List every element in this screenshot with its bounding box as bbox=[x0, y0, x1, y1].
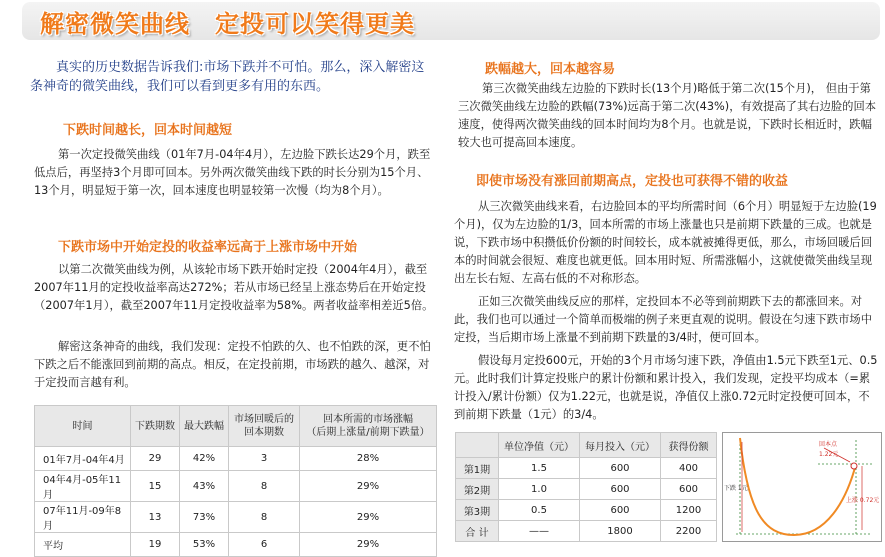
table-cell: 01年7月-04年4月 bbox=[35, 447, 131, 471]
banner bbox=[22, 2, 880, 40]
table1-header: 时间 bbox=[35, 406, 131, 447]
table-cell: 53% bbox=[180, 533, 229, 557]
table-cell: —— bbox=[499, 521, 580, 542]
right-heading-1: 跌幅越大，回本越容易 bbox=[485, 62, 616, 77]
right-paragraph-4: 假设每月定投600元，开始的3个月市场匀速下跌，净值由1.5元下跌至1元、0.5元。此时我们计算定投账户的累计份额和累计投入，我们发现，定投平均成本（=累计投入/累计份额）仅为1.22元，也就是说，净值仅上涨0.72元时定投便可回本，不到前期下跌量（1元）的3/4。 bbox=[454, 354, 878, 421]
table-cell: 29% bbox=[300, 471, 437, 502]
left-paragraph-2: 以第二次微笑曲线为例，从该轮市场下跌开始时定投（2004年4月），截至2007年11月的定投收益率高达272%；若从市场已经呈上涨态势后在开始定投（2007年1月），截至2007年11月定投收益率为58%。两者收益率相差近5倍。 bbox=[34, 263, 434, 312]
left-paragraph-3: 解密这条神奇的曲线，我们发现：定投不怕跌的久、也不怕跌的深，更不怕下跌之后不能涨回到前期的高点。相反，在定投前期，市场跌的越久、越深，对于定投而言越有利。 bbox=[34, 340, 431, 389]
right-paragraph-2: 从三次微笑曲线来看，右边脸回本的平均所需时间（6个月）明显短于左边脸(19个月)，仅为左边脸的1/3，回本所需的市场上涨量也只是前期下跌量的三成。也就是说，下跌市场中积攒低价份额的时间较长，成本就被摊得更低，那么，市场回暖后回本的时间就会很短、难度也就更低。回本用时短、所需涨幅小，这就使微笑曲线呈现出左长右短、左高右低的不对称形态。 bbox=[454, 200, 877, 285]
table-cell: 8 bbox=[229, 471, 300, 502]
rise-label: 上涨 0.72元 bbox=[846, 497, 880, 504]
example-table bbox=[455, 432, 717, 542]
table-cell: 19 bbox=[131, 533, 180, 557]
table-cell: 合 计 bbox=[456, 521, 499, 542]
table-row bbox=[456, 458, 717, 479]
table-cell: 600 bbox=[661, 479, 717, 500]
table-row bbox=[35, 447, 437, 471]
table-row bbox=[35, 502, 437, 533]
table-cell: 第2期 bbox=[456, 479, 499, 500]
left-paragraph-1: 第一次定投微笑曲线（01年7月-04年4月），左边脸下跌长达29个月，跌至低点后，再坚持3个月即可回本。另外两次微笑曲线下跌的时长分别为15个月、13个月，明显短于第一次，回本速度也明显较第一次慢（均为8个月）。 bbox=[34, 148, 431, 197]
intro-text: 真实的历史数据告诉我们:市场下跌并不可怕。那么，深入解密这条神奇的微笑曲线，我们可以看到更多有用的东西。 bbox=[30, 60, 425, 94]
right-paragraph-1: 第三次微笑曲线左边脸的下跌时长(13个月)略低于第二次(15个月)， 但由于第三次微笑曲线左边脸的跌幅(73%)远高于第二次(43%)，有效提高了其右边脸的回本速度，使得两次微笑曲线的回本时间均为8个月。也就是说，下跌时长相近时，跌幅较大也可提高回本速度。 bbox=[458, 82, 877, 149]
table-cell: 3 bbox=[229, 447, 300, 471]
table-row bbox=[456, 521, 717, 542]
table-cell: 1.5 bbox=[499, 458, 580, 479]
table-cell: 0.5 bbox=[499, 500, 580, 521]
table-cell: 07年11月-09年8月 bbox=[35, 502, 131, 533]
table1-header: 回本所需的市场涨幅 （后期上涨量/前期下跌量） bbox=[300, 406, 437, 447]
banner-title: 解密微笑曲线 定投可以笑得更美 bbox=[40, 10, 415, 38]
table-cell: 6 bbox=[229, 533, 300, 557]
table-cell: 13 bbox=[131, 502, 180, 533]
table1-header: 最大跌幅 bbox=[180, 406, 229, 447]
left-heading-1: 下跌时间越长，回本时间越短 bbox=[63, 123, 233, 138]
table-cell: 04年4月-05年11月 bbox=[35, 471, 131, 502]
table-cell: 第1期 bbox=[456, 458, 499, 479]
table-cell: 29% bbox=[300, 533, 437, 557]
table2-header: 获得份额 bbox=[661, 433, 717, 458]
break-even-point bbox=[851, 463, 857, 469]
table-cell: 29 bbox=[131, 447, 180, 471]
table-cell: 15 bbox=[131, 471, 180, 502]
table-row bbox=[456, 500, 717, 521]
table-cell: 400 bbox=[661, 458, 717, 479]
table-row bbox=[35, 471, 437, 502]
table-cell: 第3期 bbox=[456, 500, 499, 521]
table-cell: 8 bbox=[229, 502, 300, 533]
table-cell: 1200 bbox=[661, 500, 717, 521]
table-cell: 43% bbox=[180, 471, 229, 502]
table2-header: 单位净值（元） bbox=[499, 433, 580, 458]
right-heading-2: 即使市场没有涨回前期高点，定投也可获得不错的收益 bbox=[476, 174, 789, 189]
table-cell: 2200 bbox=[661, 521, 717, 542]
table2-header: 每月投入（元） bbox=[580, 433, 661, 458]
table-cell: 1800 bbox=[580, 521, 661, 542]
table-cell: 73% bbox=[180, 502, 229, 533]
table-cell: 平均 bbox=[35, 533, 131, 557]
table-cell: 1.0 bbox=[499, 479, 580, 500]
smile-curve-diagram bbox=[722, 432, 882, 542]
table-row bbox=[456, 479, 717, 500]
table-row bbox=[35, 533, 437, 557]
break-even-value: 1.22元 bbox=[819, 451, 839, 458]
history-table bbox=[34, 405, 437, 557]
table1-header: 下跌期数 bbox=[131, 406, 180, 447]
break-even-label: 回本点 bbox=[819, 441, 838, 448]
table-cell: 28% bbox=[300, 447, 437, 471]
right-paragraph-3: 正如三次微笑曲线反应的那样，定投回本不必等到前期跌下去的都涨回来。对此，我们也可以通过一个简单而极端的例子来更直观的说明。假设在匀速下跌市场中定投，当后期市场上涨量不到前期下跌量的3/4时，便可回本。 bbox=[454, 295, 872, 344]
table-cell: 600 bbox=[580, 458, 661, 479]
table1-header: 市场回暖后的 回本期数 bbox=[229, 406, 300, 447]
table-cell: 29% bbox=[300, 502, 437, 533]
drop-label: 下跌 1元 bbox=[724, 485, 748, 492]
table-cell: 600 bbox=[580, 479, 661, 500]
left-heading-2: 下跌市场中开始定投的收益率远高于上涨市场中开始 bbox=[58, 240, 358, 255]
table2-header bbox=[456, 433, 499, 458]
table-cell: 42% bbox=[180, 447, 229, 471]
table-cell: 600 bbox=[580, 500, 661, 521]
